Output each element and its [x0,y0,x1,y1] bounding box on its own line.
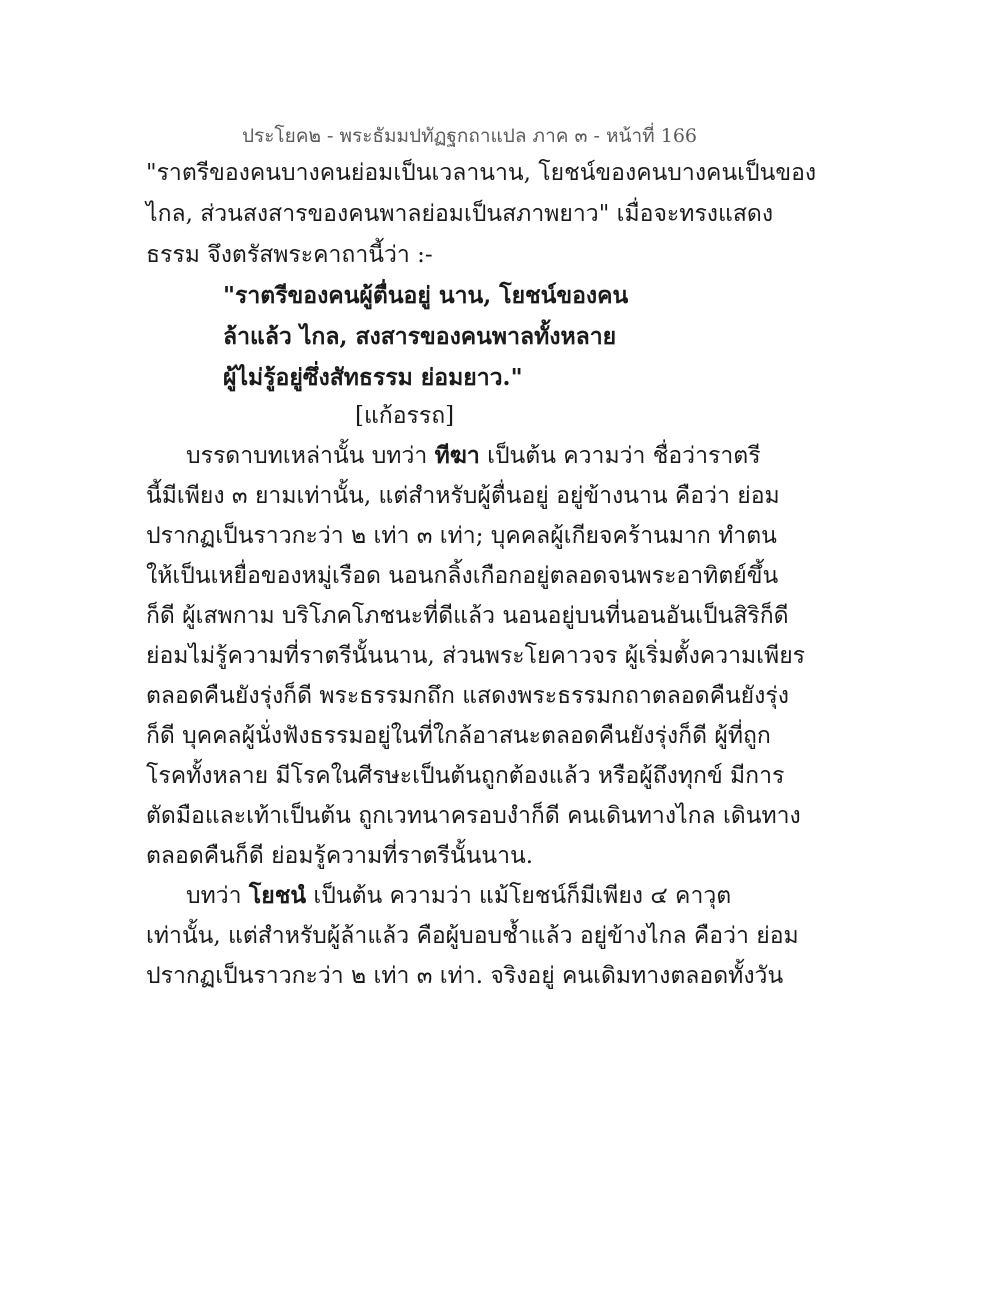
para2-rest: เป็นต้น ความว่า แม้โยชน์ก็มีเพียง ๔ คาวุต [306,883,732,909]
para1-line: ตลอดคืนยังรุ่งก็ดี พระธรรมกถึก แสดงพระธรรมกถาตลอดคืนยังรุ่ง [146,683,789,709]
para2-first-line [186,881,731,911]
verse-line-3: ผู้ไม่รู้อยู่ซึ่งสัทธรรม ย่อมยาว." [223,364,523,391]
para1-line: โรคทั้งหลาย มีโรคในศีรษะเป็นต้นถูกต้องแล้ว หรือผู้ถึงทุกข์ มีการ [146,763,785,789]
para2-line: ปรากฏเป็นราวกะว่า ๒ เท่า ๓ เท่า. จริงอยู่ คนเดิมทางตลอดทั้งวัน [146,963,784,989]
verse-line-1: "ราตรีของคนผู้ตื่นอยู่ นาน, โยชน์ของคน [223,282,629,309]
para1-rest: เป็นต้น ความว่า ชื่อว่าราตรี [479,443,761,469]
para1-term: ทีฆา [434,442,480,469]
para2-line: เท่านั้น, แต่สำหรับผู้ล้าแล้ว คือผู้บอบช้ำแล้ว อยู่ข้างไกล คือว่า ย่อม [146,923,799,949]
intro-line-3: ธรรม จึงตรัสพระคาถานี้ว่า :- [146,242,433,268]
section-heading: [แก้อรรถ] [355,403,455,429]
para1-line: นี้มีเพียง ๓ ยามเท่านั้น, แต่สำหรับผู้ตื่นอยู่ อยู่ข้างนาน คือว่า ย่อม [146,483,780,509]
para1-lead: บรรดาบทเหล่านั้น บทว่า [186,443,435,469]
para1-first-line [186,441,761,471]
intro-line-2: ไกล, ส่วนสงสารของคนพาลย่อมเป็นสภาพยาว" เมื่อจะทรงแสดง [146,201,774,227]
intro-line-1: "ราตรีของคนบางคนย่อมเป็นเวลานาน, โยชน์ของคนบางคนเป็นของ [146,160,817,186]
para1-line: ก็ดี บุคคลผู้นั่งฟังธรรมอยู่ในที่ใกล้อาสนะตลอดคืนยังรุ่งก็ดี ผู้ที่ถูก [146,723,771,749]
page-header: ประโยค๒ - พระธัมมปทัฏฐกถาแปล ภาค ๓ - หน้าที่ 166 [241,125,697,147]
para1-line: ให้เป็นเหยื่อของหมู่เรือด นอนกลิ้งเกือกอยู่ตลอดจนพระอาทิตย์ขึ้น [146,563,779,589]
para1-line: ก็ดี ผู้เสพกาม บริโภคโภชนะที่ดีแล้ว นอนอยู่บนที่นอนอันเป็นสิริก็ดี [146,603,789,629]
para2-lead: บทว่า [186,883,249,909]
para1-line: ตลอดคืนก็ดี ย่อมรู้ความที่ราตรีนั้นนาน. [146,843,534,869]
verse-line-2: ล้าแล้ว ไกล, สงสารของคนพาลทั้งหลาย [223,323,617,350]
para2-term: โยชนํ [248,882,307,909]
para1-line: ตัดมือและเท้าเป็นต้น ถูกเวทนาครอบงำก็ดี คนเดินทางไกล เดินทาง [146,803,801,829]
para1-line: ปรากฏเป็นราวกะว่า ๒ เท่า ๓ เท่า; บุคคลผู้เกียจคร้านมาก ทำตน [146,523,777,549]
para1-line: ย่อมไม่รู้ความที่ราตรีนั้นนาน, ส่วนพระโยคาวจร ผู้เริ่มตั้งความเพียร [146,643,806,669]
